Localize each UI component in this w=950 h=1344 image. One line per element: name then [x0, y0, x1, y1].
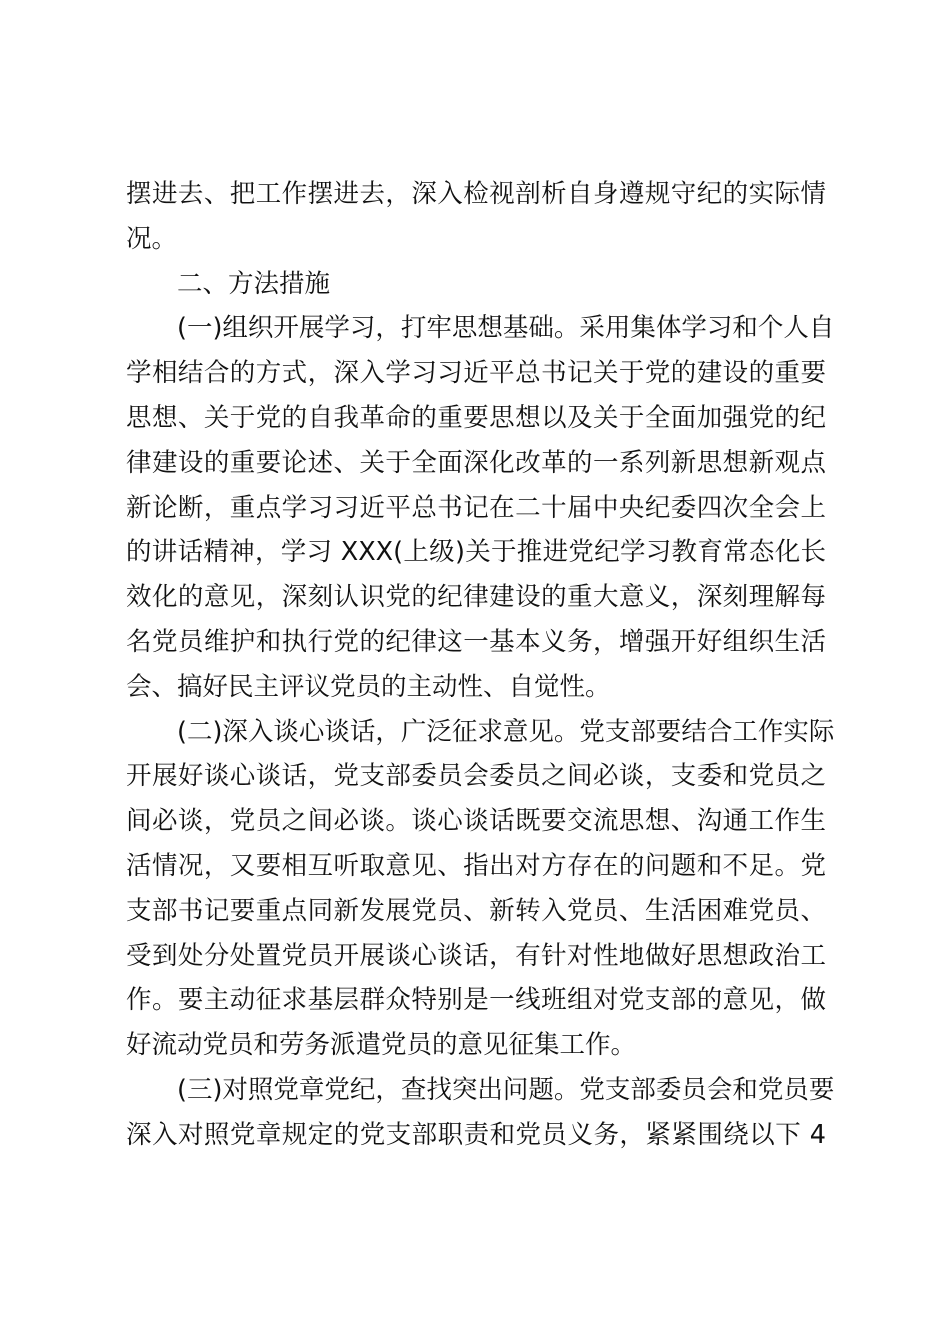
body-line: 深入对照党章规定的党支部职责和党员义务，紧紧围绕以下 4: [126, 1119, 826, 1150]
body-line: 况。: [126, 223, 178, 254]
body-line: 受到处分处置党员开展谈心谈话，有针对性地做好思想政治工: [126, 940, 826, 971]
body-line: 好流动党员和劳务派遣党员的意见征集工作。: [126, 1030, 637, 1061]
body-line: 思想、关于党的自我革命的重要思想以及关于全面加强党的纪: [126, 402, 826, 433]
document-body: [126, 172, 835, 1158]
body-line: 摆进去、把工作摆进去，深入检视剖析自身遵规守纪的实际情: [126, 179, 826, 209]
body-line: 律建设的重要论述、关于全面深化改革的一系列新思想新观点: [126, 447, 826, 478]
body-line: 作。要主动征求基层群众特别是一线班组对党支部的意见，做: [126, 985, 826, 1016]
body-line: 名党员维护和执行党的纪律这一基本义务，增强开好组织生活: [126, 626, 826, 657]
paragraph-start-line: (一)组织开展学习，打牢思想基础。采用集体学习和个人自: [177, 313, 835, 344]
body-line: 学相结合的方式，深入学习习近平总书记关于党的建设的重要: [126, 358, 826, 389]
paragraph-start-line: (三)对照党章党纪，查找突出问题。党支部委员会和党员要: [177, 1074, 835, 1105]
body-line: 间必谈，党员之间必谈。谈心谈话既要交流思想、沟通工作生: [126, 806, 826, 837]
body-line: 支部书记要重点同新发展党员、新转入党员、生活困难党员、: [126, 895, 826, 926]
body-line: 会、搞好民主评议党员的主动性、自觉性。: [126, 671, 611, 702]
body-line: 的讲话精神，学习 XXX(上级)关于推进党纪学习教育常态化长: [126, 537, 826, 568]
body-line: 活情况，又要相互听取意见、指出对方存在的问题和不足。党: [126, 850, 826, 881]
paragraph-start-line: (二)深入谈心谈话，广泛征求意见。党支部要结合工作实际: [177, 716, 835, 747]
section-heading: 二、方法措施: [177, 268, 331, 299]
body-line: 新论断，重点学习习近平总书记在二十届中央纪委四次全会上: [126, 492, 826, 523]
body-line: 效化的意见，深刻认识党的纪律建设的重大意义，深刻理解每: [126, 582, 826, 613]
body-line: 开展好谈心谈话，党支部委员会委员之间必谈，支委和党员之: [126, 761, 826, 792]
